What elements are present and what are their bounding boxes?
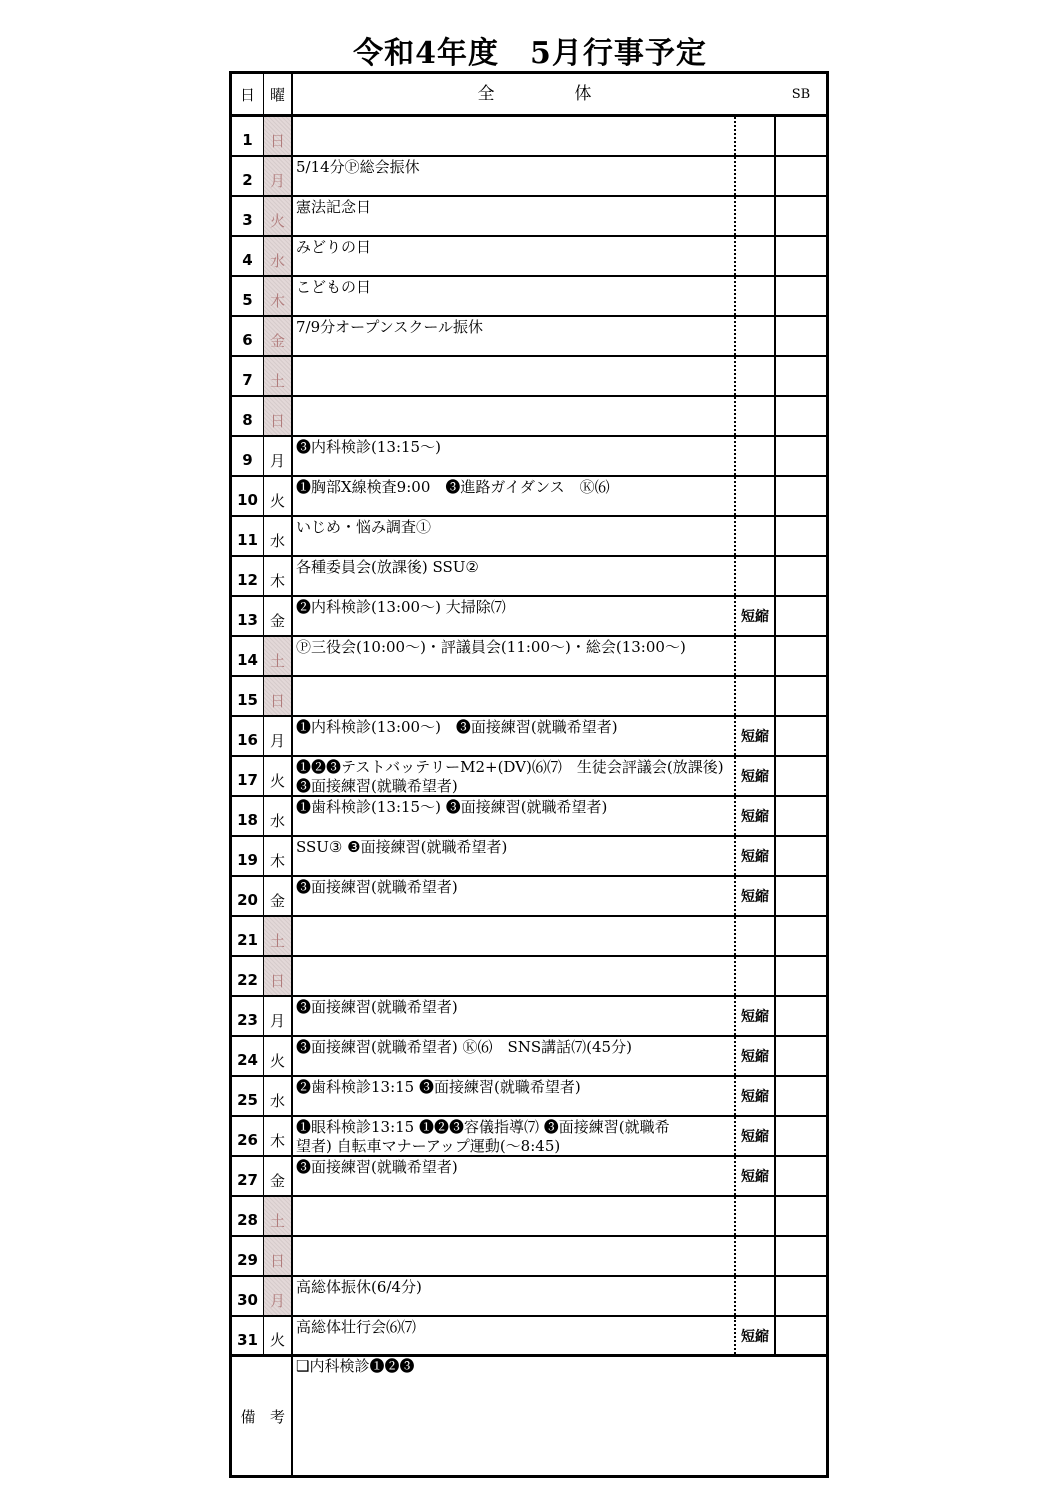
table-row [232, 477, 826, 517]
event-text [293, 917, 734, 955]
day-number: 23 [232, 997, 264, 1035]
table-row [232, 317, 826, 357]
short-day-note: 短縮 [734, 717, 776, 755]
event-text: いじめ・悩み調査① [296, 518, 432, 536]
day-of-week: 土 [264, 1197, 293, 1235]
event-text: 高総体振休(6/4分) [296, 1278, 422, 1296]
event-text [293, 1197, 734, 1235]
event-text: 高総体壮行会⑹⑺ [296, 1318, 417, 1336]
day-number: 20 [232, 877, 264, 915]
table-row [232, 917, 826, 957]
sb-cell [776, 837, 826, 875]
day-number: 6 [232, 317, 264, 355]
day-number: 4 [232, 237, 264, 275]
day-of-week: 金 [264, 877, 293, 915]
event-text [293, 677, 734, 715]
event-text: ❷歯科検診13:15 ❸面接練習(就職希望者) [296, 1078, 581, 1096]
event-text: ❸面接練習(就職希望者) [296, 878, 458, 896]
event-text: こどもの日 [296, 278, 372, 296]
table-row [232, 397, 826, 437]
sb-cell [776, 397, 826, 435]
header-day: 日 [232, 74, 264, 114]
day-number: 30 [232, 1277, 264, 1315]
table-row [232, 997, 826, 1037]
short-day-note [734, 237, 776, 275]
remarks-label-left: 備 [240, 1407, 256, 1426]
day-number: 10 [232, 477, 264, 515]
table-row [232, 837, 826, 877]
sb-cell [776, 637, 826, 675]
table-row [232, 517, 826, 557]
table-row [232, 237, 826, 277]
sb-cell [776, 437, 826, 475]
short-day-note [734, 1277, 776, 1315]
day-of-week: 土 [264, 357, 293, 395]
short-day-note: 短縮 [734, 997, 776, 1035]
day-of-week: 水 [264, 797, 293, 835]
page-title: 令和4年度 5月行事予定 [353, 36, 707, 71]
day-number: 16 [232, 717, 264, 755]
sb-cell [776, 757, 826, 795]
short-day-note: 短縮 [734, 1037, 776, 1075]
day-of-week: 月 [264, 437, 293, 475]
day-of-week: 木 [264, 557, 293, 595]
day-of-week: 水 [264, 517, 293, 555]
day-of-week: 月 [264, 1277, 293, 1315]
day-number: 27 [232, 1157, 264, 1195]
event-text [293, 1237, 734, 1275]
day-number: 17 [232, 757, 264, 795]
short-day-note: 短縮 [734, 837, 776, 875]
day-number: 8 [232, 397, 264, 435]
sb-cell [776, 157, 826, 195]
short-day-note [734, 917, 776, 955]
short-day-note [734, 277, 776, 315]
sb-cell [776, 917, 826, 955]
day-number: 3 [232, 197, 264, 235]
day-number: 14 [232, 637, 264, 675]
table-row [232, 557, 826, 597]
day-of-week: 日 [264, 677, 293, 715]
sb-cell [776, 957, 826, 995]
day-of-week: 木 [264, 1117, 293, 1155]
table-row [232, 357, 826, 397]
day-of-week: 日 [264, 1237, 293, 1275]
day-of-week: 水 [264, 1077, 293, 1115]
sb-cell [776, 997, 826, 1035]
day-of-week: 月 [264, 157, 293, 195]
sb-cell [776, 1077, 826, 1115]
event-text: ❶歯科検診(13:15～) ❸面接練習(就職希望者) [296, 798, 608, 816]
short-day-note: 短縮 [734, 597, 776, 635]
sb-cell [776, 1277, 826, 1315]
short-day-note [734, 437, 776, 475]
short-day-note [734, 477, 776, 515]
schedule-table [229, 71, 829, 1478]
sb-cell [776, 1117, 826, 1155]
day-of-week: 水 [264, 237, 293, 275]
day-of-week: 日 [264, 397, 293, 435]
sb-cell [776, 277, 826, 315]
sb-cell [776, 717, 826, 755]
sb-cell [776, 877, 826, 915]
day-of-week: 土 [264, 637, 293, 675]
table-header [232, 74, 826, 117]
short-day-note [734, 397, 776, 435]
event-text: みどりの日 [296, 238, 372, 256]
day-of-week: 金 [264, 1157, 293, 1195]
short-day-note [734, 637, 776, 675]
event-text: 7/9分オープンスクール振休 [296, 318, 484, 336]
day-of-week: 木 [264, 277, 293, 315]
sb-cell [776, 197, 826, 235]
table-row [232, 1317, 826, 1357]
sb-cell [776, 1237, 826, 1275]
day-of-week: 日 [264, 957, 293, 995]
table-row [232, 1277, 826, 1317]
table-row [232, 677, 826, 717]
table-row [232, 197, 826, 237]
header-all [293, 74, 776, 114]
day-of-week: 月 [264, 717, 293, 755]
header-all-left: 全 [477, 84, 495, 104]
event-text: ❶❷❸テストバッテリーM2+(DV)⑹⑺ 生徒会評議会(放課後) ❸面接練習(就職希望者) [296, 758, 724, 795]
event-text [293, 117, 734, 155]
table-row [232, 877, 826, 917]
event-text: ❷内科検診(13:00～) 大掃除⑺ [296, 598, 506, 616]
event-text: ❸内科検診(13:15～) [296, 438, 441, 456]
sb-cell [776, 1037, 826, 1075]
sb-cell [776, 317, 826, 355]
table-row [232, 797, 826, 837]
day-of-week: 土 [264, 917, 293, 955]
table-row [232, 117, 826, 157]
remarks-text: ❑内科検診❶❷❸ [296, 1357, 415, 1375]
day-of-week: 金 [264, 317, 293, 355]
table-row [232, 597, 826, 637]
sb-cell [776, 557, 826, 595]
header-sb: SB [791, 86, 811, 102]
day-number: 7 [232, 357, 264, 395]
event-text: 5/14分Ⓟ総会振休 [296, 158, 420, 176]
day-number: 26 [232, 1117, 264, 1155]
short-day-note [734, 517, 776, 555]
sb-cell [776, 117, 826, 155]
sb-cell [776, 517, 826, 555]
day-number: 22 [232, 957, 264, 995]
table-row [232, 1237, 826, 1277]
short-day-note: 短縮 [734, 1317, 776, 1354]
day-number: 5 [232, 277, 264, 315]
table-row [232, 277, 826, 317]
table-row [232, 1077, 826, 1117]
table-row [232, 157, 826, 197]
remarks-label-right: 考 [264, 1357, 293, 1475]
event-text: ❶内科検診(13:00～) ❸面接練習(就職希望者) [296, 718, 618, 736]
sb-cell [776, 677, 826, 715]
event-text: 各種委員会(放課後) SSU② [296, 558, 479, 576]
day-number: 13 [232, 597, 264, 635]
day-number: 9 [232, 437, 264, 475]
table-row [232, 717, 826, 757]
short-day-note: 短縮 [734, 1117, 776, 1155]
day-number: 18 [232, 797, 264, 835]
event-text [293, 357, 734, 395]
day-number: 2 [232, 157, 264, 195]
sb-cell [776, 1317, 826, 1354]
short-day-note [734, 957, 776, 995]
event-text: SSU③ ❸面接練習(就職希望者) [296, 838, 508, 856]
sb-cell [776, 357, 826, 395]
short-day-note [734, 557, 776, 595]
header-dow: 曜 [264, 74, 293, 114]
table-row [232, 1157, 826, 1197]
table-row [232, 757, 826, 797]
short-day-note [734, 357, 776, 395]
table-row [232, 637, 826, 677]
event-text: ❸面接練習(就職希望者) Ⓚ⑹ SNS講話⑺(45分) [296, 1038, 632, 1056]
day-number: 12 [232, 557, 264, 595]
short-day-note [734, 157, 776, 195]
day-number: 1 [232, 117, 264, 155]
table-row [232, 437, 826, 477]
short-day-note [734, 197, 776, 235]
header-all-right: 体 [574, 84, 592, 104]
day-of-week: 火 [264, 757, 293, 795]
event-text [293, 957, 734, 995]
sb-cell [776, 1157, 826, 1195]
short-day-note: 短縮 [734, 1157, 776, 1195]
short-day-note [734, 317, 776, 355]
sb-cell [776, 597, 826, 635]
event-text [293, 397, 734, 435]
day-number: 19 [232, 837, 264, 875]
short-day-note: 短縮 [734, 877, 776, 915]
short-day-note [734, 1237, 776, 1275]
sb-cell [776, 477, 826, 515]
day-of-week: 火 [264, 197, 293, 235]
day-of-week: 木 [264, 837, 293, 875]
event-text: ❸面接練習(就職希望者) [296, 1158, 458, 1176]
table-row [232, 957, 826, 997]
day-number: 28 [232, 1197, 264, 1235]
day-number: 24 [232, 1037, 264, 1075]
short-day-note [734, 117, 776, 155]
event-text: ❶眼科検診13:15 ❶❷❸容儀指導⑺ ❸面接練習(就職希 望者) 自転車マナーアップ運動(～8:45) [296, 1118, 670, 1155]
sb-cell [776, 797, 826, 835]
day-of-week: 火 [264, 1037, 293, 1075]
table-body [232, 117, 826, 1357]
short-day-note [734, 1197, 776, 1235]
sb-cell [776, 1197, 826, 1235]
day-number: 21 [232, 917, 264, 955]
event-text: ❸面接練習(就職希望者) [296, 998, 458, 1016]
table-row [232, 1197, 826, 1237]
sb-cell [776, 237, 826, 275]
day-number: 31 [232, 1317, 264, 1354]
day-number: 15 [232, 677, 264, 715]
event-text: ❶胸部X線検査9:00 ❸進路ガイダンス Ⓚ⑹ [296, 478, 610, 496]
day-of-week: 火 [264, 1317, 293, 1354]
day-number: 11 [232, 517, 264, 555]
day-number: 25 [232, 1077, 264, 1115]
day-of-week: 月 [264, 997, 293, 1035]
event-text: 憲法記念日 [296, 198, 372, 216]
short-day-note: 短縮 [734, 797, 776, 835]
short-day-note: 短縮 [734, 1077, 776, 1115]
event-text: Ⓟ三役会(10:00～)・評議員会(11:00～)・総会(13:00～) [296, 638, 686, 656]
day-number: 29 [232, 1237, 264, 1275]
short-day-note: 短縮 [734, 757, 776, 795]
remarks-row [232, 1357, 826, 1475]
day-of-week: 火 [264, 477, 293, 515]
day-of-week: 金 [264, 597, 293, 635]
table-row [232, 1037, 826, 1077]
short-day-note [734, 677, 776, 715]
day-of-week: 日 [264, 117, 293, 155]
table-row [232, 1117, 826, 1157]
